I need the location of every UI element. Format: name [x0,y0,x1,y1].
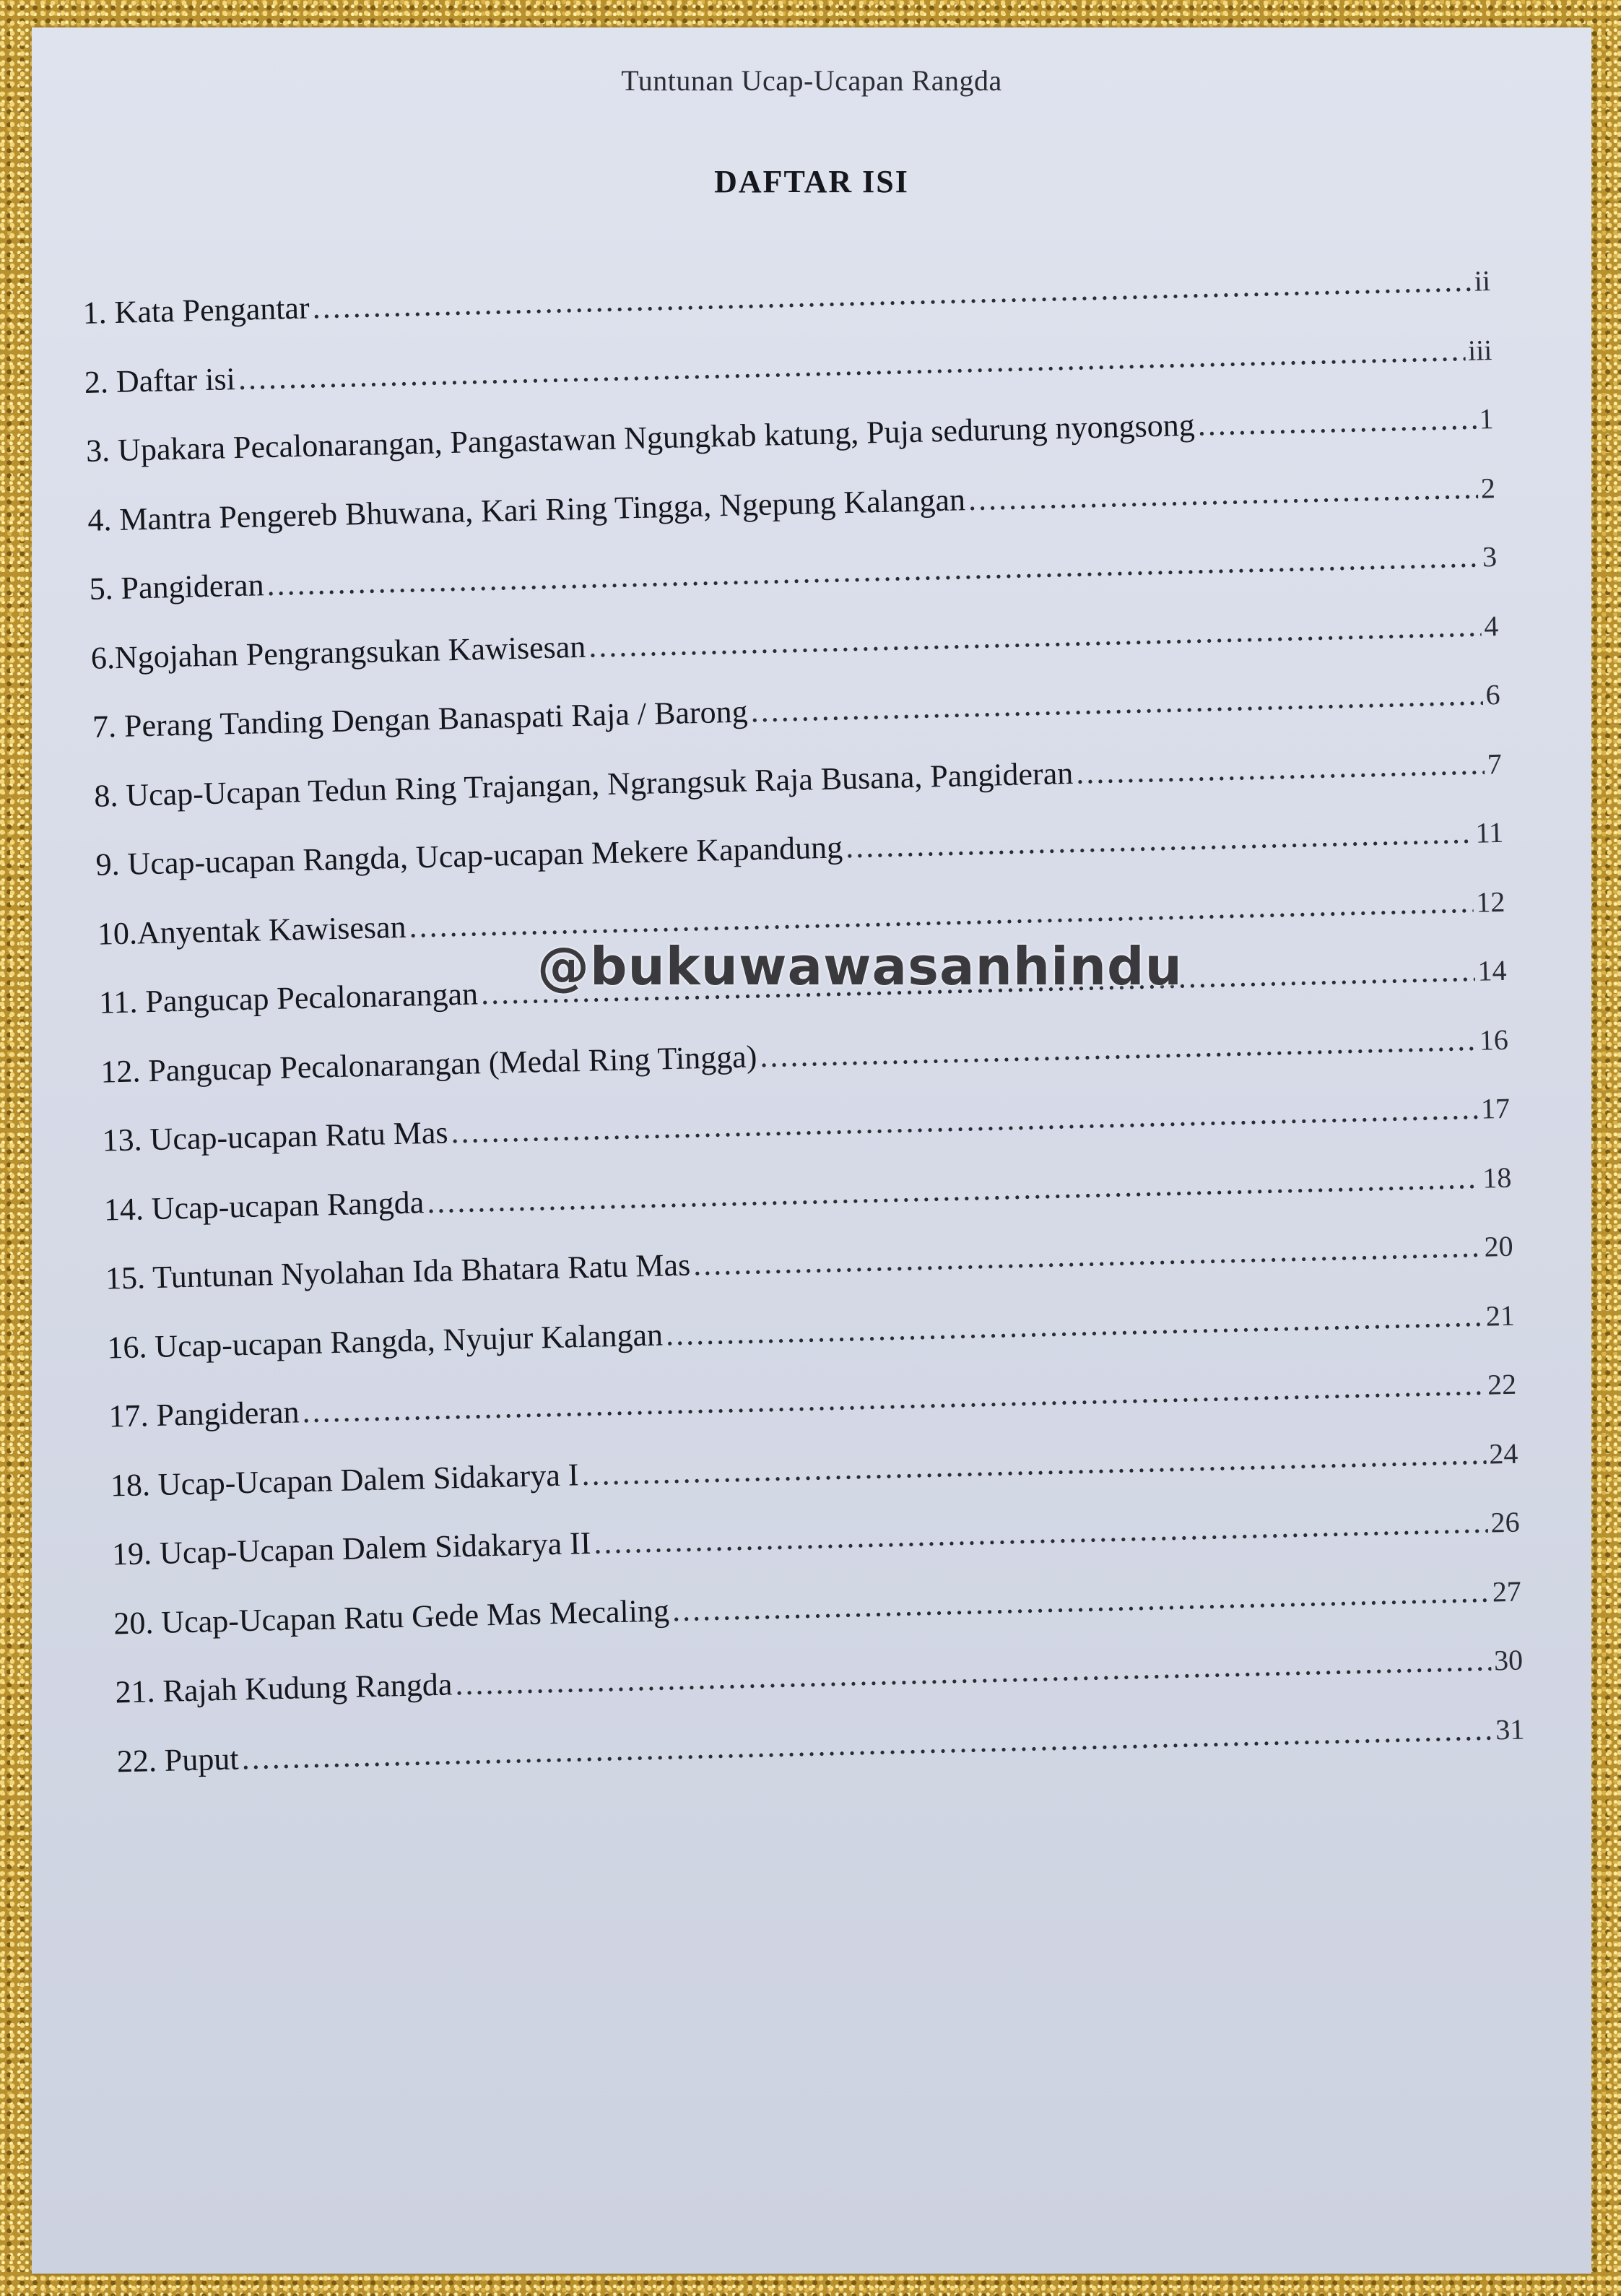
toc-entry-page-number: 12 [1475,885,1505,919]
toc-dot-leader [312,262,1472,326]
toc-entry-label: 17. Pangideran [108,1394,300,1434]
toc-entry-page-number: 31 [1495,1712,1525,1746]
toc-entry-label: 1. Kata Pengantar [82,290,310,331]
toc-entry-page-number: 22 [1487,1367,1517,1401]
toc-entry-label: 5. Pangideran [89,567,265,607]
toc-entry-label: 6.Ngojahan Pengrangsukan Kawisesan [90,628,586,676]
table-of-contents [82,261,1526,1811]
document-page [32,27,1591,2274]
toc-entry-label: 12. Pangucap Pecalonarangan (Medal Ring Tingga) [100,1038,757,1090]
toc-entry-page-number: 4 [1483,609,1499,642]
toc-entry-label: 11. Pangucap Pecalonarangan [98,976,479,1021]
toc-entry-page-number: 17 [1480,1091,1511,1125]
toc-entry-label: 2. Daftar isi [84,360,236,400]
toc-entry-label: 20. Ucap-Ucapan Ratu Gede Mas Mecaling [113,1592,670,1641]
toc-dot-leader [1197,400,1477,443]
toc-entry-page-number: 14 [1477,953,1508,987]
toc-entry-label: 14. Ucap-ucapan Rangda [103,1184,425,1228]
toc-entry-page-number: 30 [1493,1643,1524,1677]
toc-entry-page-number: ii [1474,264,1491,298]
toc-entry-label: 4. Mantra Pengereb Bhuwana, Kari Ring Tingga, Ngepung Kalangan [87,481,966,538]
toc-entry-label: 7. Perang Tanding Dengan Banaspati Raja / Barong [92,693,749,745]
toc-entry-label: 13. Ucap-ucapan Ratu Mas [102,1114,448,1158]
toc-entry-label: 19. Ucap-Ucapan Dalem Sidakarya II [111,1525,591,1572]
toc-entry-label: 21. Rajah Kudung Rangda [115,1666,453,1710]
toc-entry-page-number: 20 [1484,1229,1514,1263]
toc-entry-label: 9. Ucap-ucapan Rangda, Ucap-ucapan Mekere Kapandung [95,829,843,883]
toc-entry-page-number: 7 [1487,747,1503,780]
toc-entry-page-number: 16 [1479,1023,1509,1057]
toc-entry-page-number: iii [1467,333,1492,367]
toc-entry-page-number: 18 [1482,1161,1512,1195]
toc-entry-label: 8. Ucap-Ucapan Tedun Ring Trajangan, Ngrangsuk Raja Busana, Pangideran [93,755,1074,814]
toc-entry-label: 3. Upakara Pecalonarangan, Pangastawan Ngungkab katung, Puja sedurung nyongsong [85,407,1196,469]
toc-entry-page-number: 1 [1479,402,1495,436]
toc-entry-page-number: 3 [1482,540,1498,573]
running-head: Tuntunan Ucap-Ucapan Rangda [621,64,1002,97]
toc-entry-page-number: 11 [1475,815,1504,849]
toc-entry-label: 18. Ucap-Ucapan Dalem Sidakarya I [110,1456,579,1504]
toc-title: DAFTAR ISI [714,164,909,199]
toc-entry-label: 10.Anyentak Kawisesan [97,909,407,952]
toc-entry-page-number: 27 [1492,1574,1522,1608]
toc-entry-label: 22. Puput [116,1740,240,1779]
toc-entry-page-number: 6 [1485,677,1501,711]
toc-entry-label: 16. Ucap-ucapan Rangda, Nyujur Kalangan [106,1316,664,1366]
toc-entry-label: 15. Tuntunan Nyolahan Ida Bhatara Ratu Mas [105,1247,691,1296]
toc-entry-page-number: 26 [1490,1505,1521,1539]
toc-entry-page-number: 24 [1488,1437,1518,1470]
watermark-text: @bukuwawasanhindu [537,936,1183,997]
toc-entry-page-number: 21 [1485,1299,1516,1333]
toc-entry-page-number: 2 [1480,471,1496,504]
